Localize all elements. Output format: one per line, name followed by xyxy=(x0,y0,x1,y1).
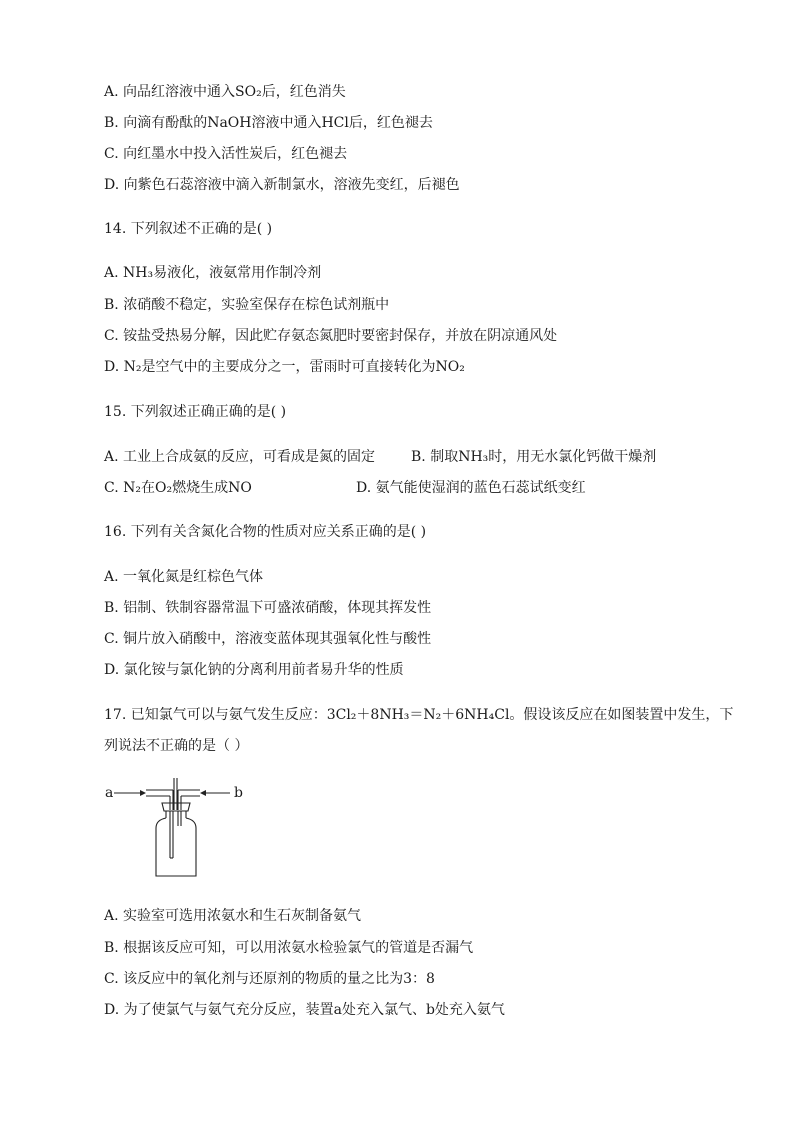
q14-option-b: B. 浓硝酸不稳定，实验室保存在棕色试剂瓶中 xyxy=(104,297,390,313)
q13-option-d: D. 向紫色石蕊溶液中滴入新制氯水，溶液先变红，后褪色 xyxy=(104,177,460,193)
q17-option-b: B. 根据该反应可知，可以用浓氨水检验氯气的管道是否漏气 xyxy=(104,940,474,956)
q17-option-d: D. 为了使氯气与氨气充分反应，装置a处充入氯气、b处充入氨气 xyxy=(104,1002,505,1018)
q14-option-c: C. 铵盐受热易分解，因此贮存氨态氮肥时要密封保存，并放在阴凉通风处 xyxy=(104,328,558,344)
q16-stem: 16. 下列有关含氮化合物的性质对应关系正确的是( ) xyxy=(104,524,427,540)
q17-stem-line2: 列说法不正确的是（ ） xyxy=(104,738,249,754)
q15-option-c: C. N₂在O₂燃烧生成NO xyxy=(104,480,252,496)
q14-option-d: D. N₂是空气中的主要成分之一，雷雨时可直接转化为NO₂ xyxy=(104,359,465,375)
q17-option-a: A. 实验室可选用浓氨水和生石灰制备氨气 xyxy=(104,908,362,924)
q14-option-a: A. NH₃易液化，液氨常用作制冷剂 xyxy=(104,265,322,281)
inlet-label-a: a xyxy=(105,785,114,801)
q13-option-c: C. 向红墨水中投入活性炭后，红色褪去 xyxy=(104,146,348,162)
q16-option-b: B. 铝制、铁制容器常温下可盛浓硝酸，体现其挥发性 xyxy=(104,600,432,616)
q16-option-d: D. 氯化铵与氯化钠的分离利用前者易升华的性质 xyxy=(104,662,404,678)
q17-option-c: C. 该反应中的氧化剂与还原剂的物质的量之比为3：8 xyxy=(104,971,435,987)
inlet-label-b: b xyxy=(234,785,243,801)
q17-stem-line1: 17. 已知氯气可以与氨气发生反应：3Cl₂＋8NH₃＝N₂＋6NH₄Cl。假设该反应在如图装置中发生，下 xyxy=(104,707,734,723)
q15-option-a: A. 工业上合成氨的反应，可看成是氮的固定 xyxy=(104,449,376,465)
q16-option-a: A. 一氧化氮是红棕色气体 xyxy=(104,569,264,585)
q16-option-c: C. 铜片放入硝酸中，溶液变蓝体现其强氧化性与酸性 xyxy=(104,631,432,647)
q14-stem: 14. 下列叙述不正确的是( ) xyxy=(104,221,273,237)
q13-option-b: B. 向滴有酚酞的NaOH溶液中通入HCl后，红色褪去 xyxy=(104,115,433,131)
q15-option-b: B. 制取NH₃时，用无水氯化钙做干燥剂 xyxy=(411,449,657,465)
gas-bottle-apparatus-diagram xyxy=(100,770,260,882)
q13-option-a: A. 向品红溶液中通入SO₂后，红色消失 xyxy=(104,84,346,100)
q15-option-d: D. 氨气能使湿润的蓝色石蕊试纸变红 xyxy=(356,480,586,496)
q15-stem: 15. 下列叙述正确正确的是( ) xyxy=(104,404,287,420)
